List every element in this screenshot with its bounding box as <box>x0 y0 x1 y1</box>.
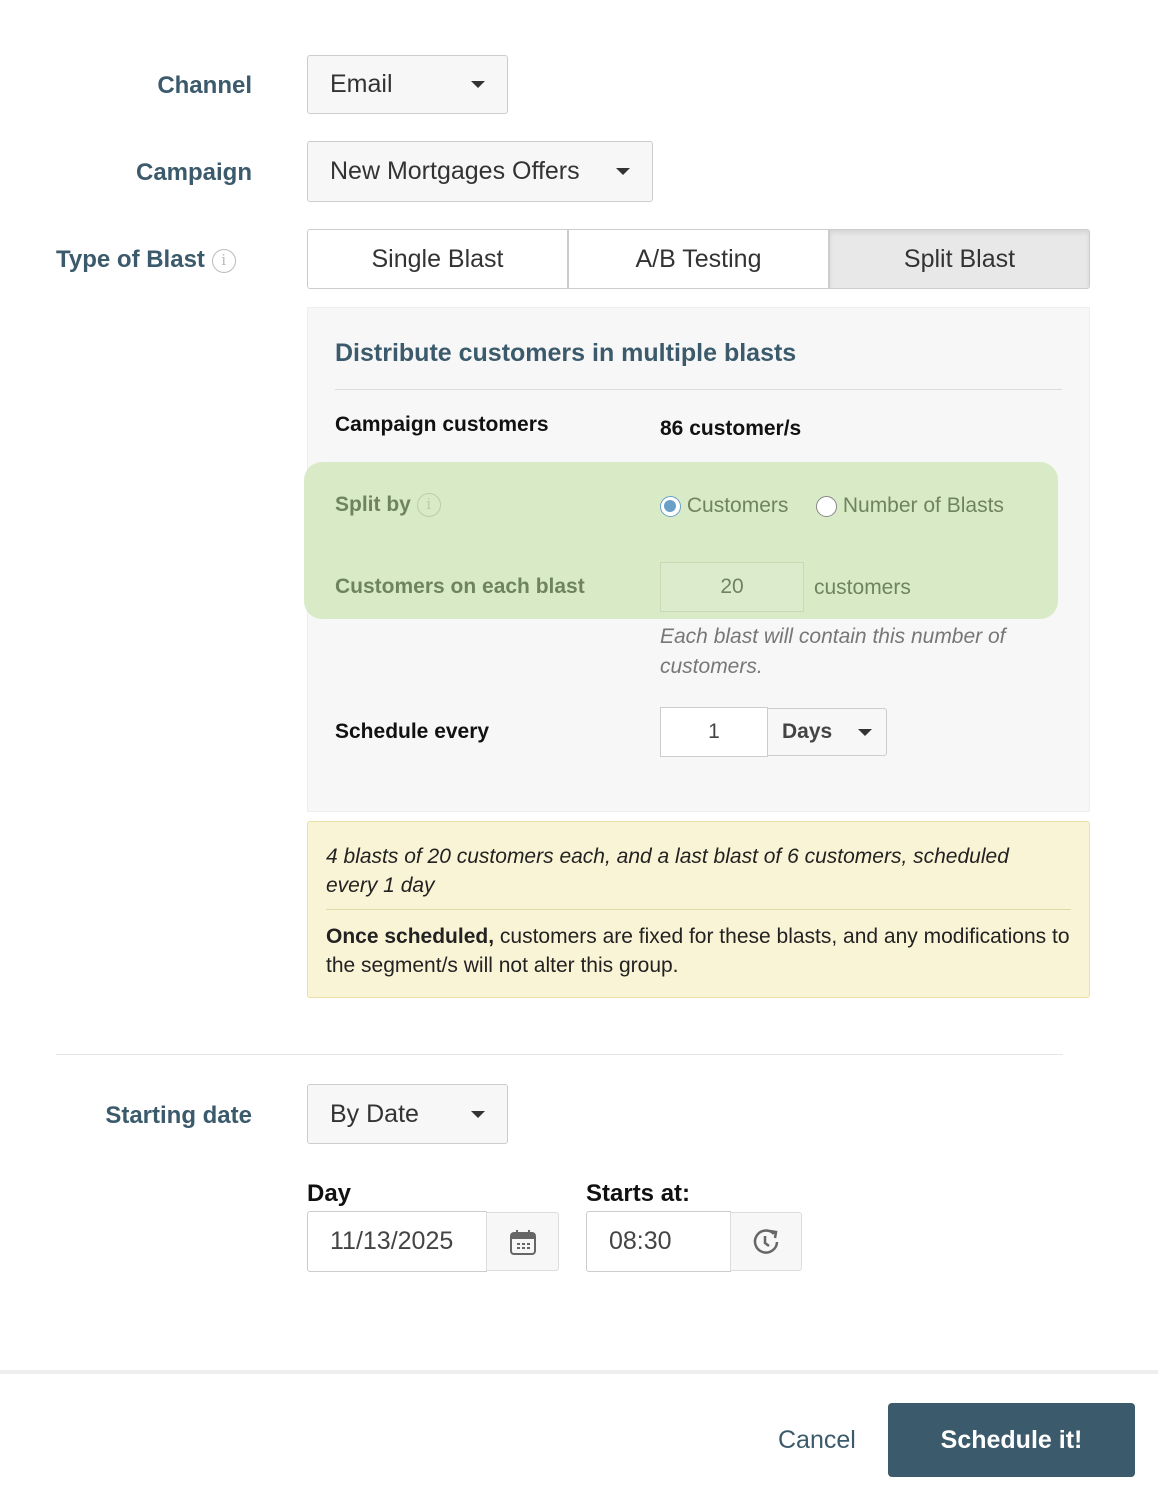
radio-icon[interactable] <box>816 496 837 517</box>
notice-text: Once scheduled, customers are fixed for these blasts, and any modifications to the segment/s will not alter this group. <box>326 925 1070 977</box>
radio-customers[interactable]: Customers <box>660 494 788 518</box>
chevron-down-icon <box>471 1111 485 1118</box>
per-blast-label: Customers on each blast <box>335 575 585 598</box>
cancel-button[interactable]: Cancel <box>778 1426 856 1454</box>
schedule-label: Schedule every <box>335 720 490 743</box>
tab-ab-testing[interactable]: A/B Testing <box>568 229 829 289</box>
day-input[interactable]: 11/13/2025 <box>307 1211 487 1272</box>
per-blast-help: Each blast will contain this number of customers. <box>660 625 1006 678</box>
divider <box>326 909 1071 910</box>
time-button[interactable] <box>730 1212 802 1271</box>
schedule-unit-select[interactable]: Days <box>767 708 887 756</box>
time-input[interactable]: 08:30 <box>586 1211 731 1272</box>
chevron-down-icon <box>858 729 872 736</box>
split-by-label: Split by i <box>335 493 441 517</box>
split-title: Distribute customers in multiple blasts <box>335 339 797 367</box>
blast-type-label: Type of Blast i <box>56 246 236 274</box>
chevron-down-icon <box>471 81 485 88</box>
campaign-customers-label: Campaign customers <box>335 413 549 436</box>
tab-split-blast[interactable]: Split Blast <box>829 229 1090 289</box>
radio-number-of-blasts[interactable]: Number of Blasts <box>816 494 1004 518</box>
footer-divider <box>0 1370 1158 1374</box>
starting-date-label: Starting date <box>105 1102 252 1129</box>
per-blast-unit: customers <box>814 576 911 599</box>
divider <box>56 1054 1063 1055</box>
channel-select[interactable] <box>307 55 508 114</box>
summary-text: 4 blasts of 20 customers each, and a last blast of 6 customers, scheduled every 1 day <box>326 845 1009 897</box>
day-label: Day <box>307 1180 352 1207</box>
calendar-icon <box>508 1227 538 1257</box>
schedule-button[interactable]: Schedule it! <box>888 1403 1135 1477</box>
campaign-label: Campaign <box>135 159 252 186</box>
per-blast-input[interactable]: 20 <box>660 562 804 612</box>
radio-selected-icon[interactable] <box>660 496 681 517</box>
time-label: Starts at: <box>586 1180 691 1207</box>
info-icon[interactable]: i <box>212 249 236 273</box>
channel-value: Email <box>330 70 393 98</box>
summary-notice <box>307 821 1090 998</box>
starting-date-select[interactable]: By Date <box>307 1084 508 1144</box>
tab-single-blast[interactable]: Single Blast <box>307 229 568 289</box>
campaign-select[interactable] <box>307 141 653 202</box>
channel-label: Channel <box>157 72 252 99</box>
divider <box>335 389 1062 390</box>
calendar-button[interactable] <box>486 1212 559 1271</box>
info-icon[interactable]: i <box>417 493 441 517</box>
chevron-down-icon <box>616 168 630 175</box>
schedule-input[interactable]: 1 <box>660 707 768 757</box>
clock-icon <box>750 1226 782 1258</box>
campaign-value: New Mortgages Offers <box>330 157 580 185</box>
campaign-customers-value: 86 customer/s <box>660 417 802 440</box>
